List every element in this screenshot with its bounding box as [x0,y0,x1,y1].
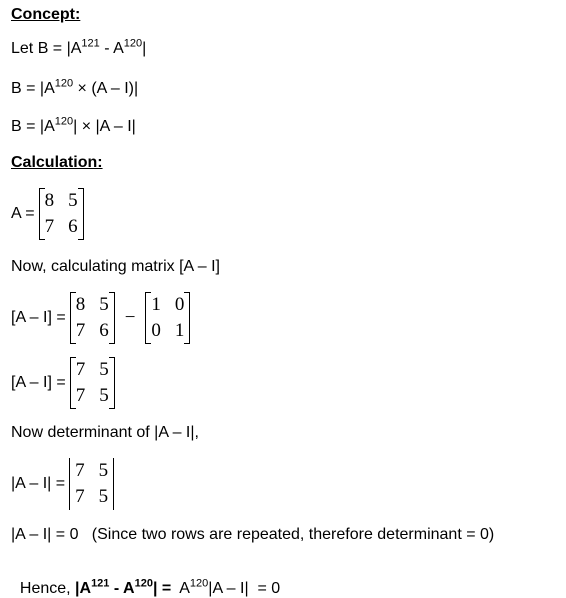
matrix-cell: 5 [98,486,109,507]
exponent: 121 [91,577,110,590]
bold-text: | = [152,580,176,597]
matrix-cell: 1 [151,294,161,315]
matrix-cell: 7 [75,385,86,406]
text: | × |A – I| [73,118,136,135]
exponent: 120 [54,77,74,90]
matrix-cell: 7 [75,460,85,481]
text: Hence, [19,580,76,597]
concept-line-3 [11,115,136,136]
exponent: 120 [189,577,209,590]
concept-heading: Concept: [11,6,81,23]
bold-text: |A [75,580,92,597]
matrix-a-row [11,188,88,240]
matrix-cell: 5 [99,385,109,406]
matrix-label: [A – I] = [11,309,66,326]
matrix-cell: 7 [44,216,55,237]
matrix-cell: 6 [68,216,78,237]
text: - A [99,40,124,57]
text: | [142,40,147,57]
matrix-cell: 5 [99,294,109,315]
matrix-label: [A – I] = [11,374,66,391]
now-calculating-text: Now, calculating matrix [A – I] [11,258,220,275]
a-minus-i-result-row [11,357,119,409]
determinant-matrix [69,458,114,510]
hence-conclusion [11,562,280,598]
matrix-a [70,292,115,344]
text: Let B = |A [11,40,82,57]
matrix-cell: 0 [174,294,185,315]
matrix-cell: 1 [174,320,185,341]
exponent: 120 [123,37,143,50]
calculation-heading: Calculation: [11,154,103,171]
matrix-cell: 5 [99,359,109,380]
concept-line-2 [11,77,139,98]
matrix-a [39,188,84,240]
matrix-cell: 8 [44,190,55,211]
now-determinant-text: Now determinant of |A – I|, [11,424,199,441]
exponent: 120 [134,577,153,590]
matrix-cell: 7 [75,486,85,507]
text: B = |A [11,118,55,135]
determinant-label: |A – I| = [11,475,66,492]
matrix-cell: 8 [75,294,86,315]
concept-line-1 [11,37,147,58]
text: A [175,580,190,597]
determinant-result: |A – I| = 0 (Since two rows are repeated, therefore determinant = 0) [11,526,495,543]
matrix-cell: 0 [151,320,161,341]
exponent: 120 [54,115,74,128]
identity-matrix [145,292,190,344]
matrix-a-minus-i [70,357,115,409]
text: × (A – I)| [73,80,139,97]
determinant-row [11,458,118,510]
matrix-cell: 7 [75,320,86,341]
exponent: 121 [81,37,100,50]
matrix-label: A = [11,205,35,222]
minus-sign: − [124,307,136,328]
matrix-cell: 6 [99,320,109,341]
text: B = |A [11,80,55,97]
text: |A – I| = 0 [208,580,281,597]
bold-text: - A [109,580,135,597]
a-minus-i-row [11,292,194,344]
matrix-cell: 5 [98,460,109,481]
matrix-cell: 5 [68,190,78,211]
matrix-cell: 7 [75,359,86,380]
